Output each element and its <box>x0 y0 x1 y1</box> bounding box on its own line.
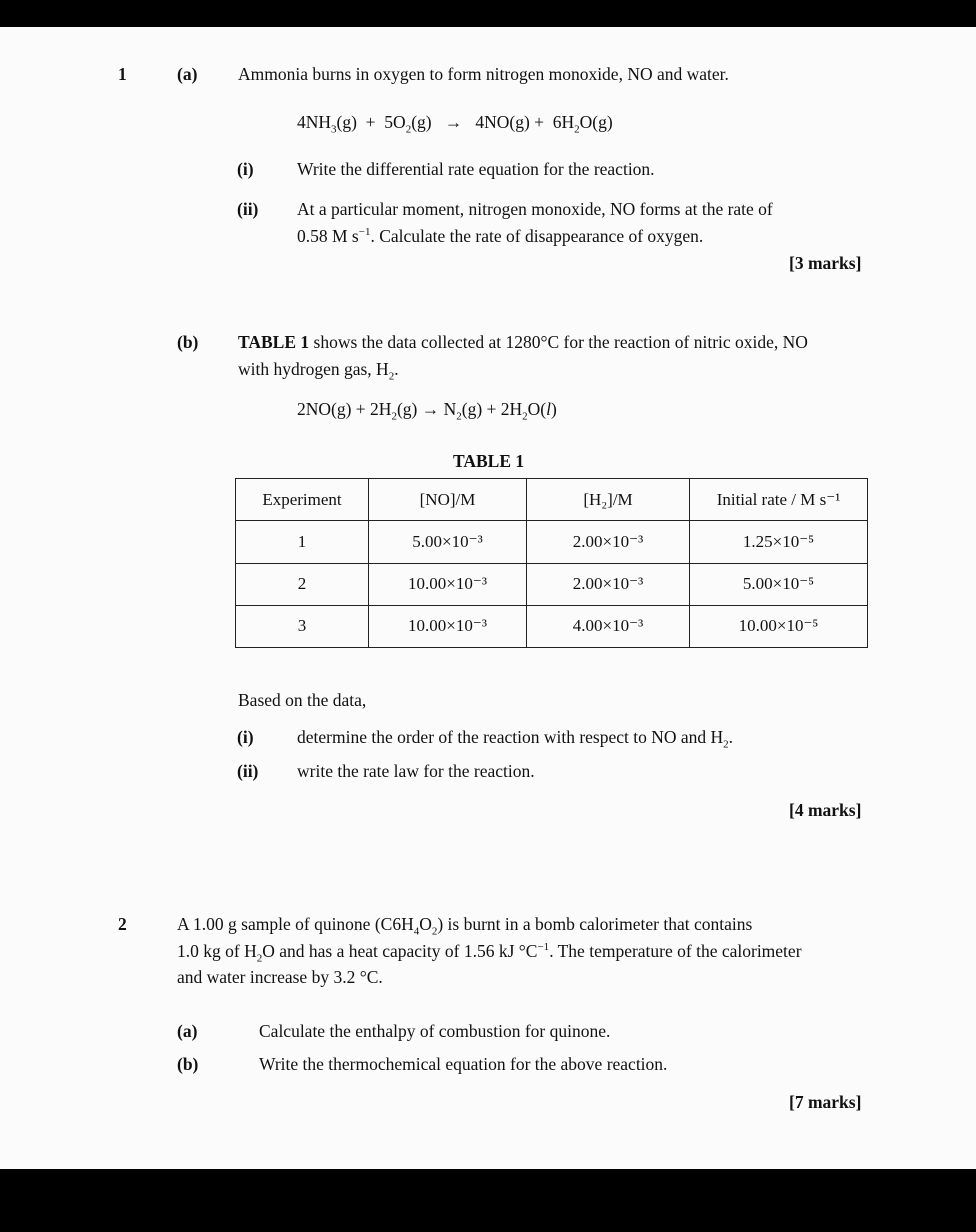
question-1b-intro-line2: with hydrogen gas, $H_2$. <box>238 359 399 383</box>
table-header-cell: Initial rate / M s⁻¹ <box>690 479 868 521</box>
question-2a-label: (a) <box>177 1021 198 1041</box>
table-cell: 5.00×10⁻³ <box>369 521 527 563</box>
rate-data-table <box>235 478 868 648</box>
table-cell: 2.00×10⁻³ <box>527 521 690 563</box>
question-1a-ii-label: (ii) <box>237 199 259 219</box>
question-1b-marks: [4 marks] <box>789 800 862 820</box>
question-1a-marks: [3 marks] <box>789 253 862 273</box>
table-header-cell: Experiment <box>236 479 369 521</box>
question-1a-ii-line2: 0.58 M $s^{-1}$. Calculate the rate of disappearance of oxygen. <box>297 226 704 246</box>
question-2a-text: Calculate the enthalpy of combustion for quinone. <box>259 1021 611 1041</box>
question-2-line1: A 1.00 g sample of quinone $(C6H_4O_2)$ is burnt in a bomb calorimeter that contains <box>177 914 753 938</box>
table-cell: 1 <box>236 521 369 563</box>
question-2-line2: 1.0 kg of $H_2O$ and has a heat capacity of 1.56 kJ $^\circ C^{-1}$. The temperature of the calorimeter <box>177 941 802 965</box>
question-1b-i-text: determine the order of the reaction with respect to NO and $H_2$. <box>297 727 734 751</box>
exam-page <box>0 27 976 1169</box>
question-2-number: 2 <box>118 914 127 934</box>
question-1a-intro: Ammonia burns in oxygen to form nitrogen monoxide, NO and water. <box>238 64 729 84</box>
question-1b-ii-label: (ii) <box>237 761 259 781</box>
table-cell: 4.00×10⁻³ <box>527 605 690 647</box>
table-cell: 3 <box>236 605 369 647</box>
table-cell: 10.00×10⁻³ <box>369 563 527 605</box>
ammonia-combustion-equation: $4NH_3(g) + 5O_2(g) \to 4NO(g) + 6H_2O(g)$ <box>297 112 613 136</box>
no-hydrogen-equation: $2NO(g) + 2H_2(g) \to N_2(g) + 2H_2O(l)$ <box>297 399 557 423</box>
question-1a-ii-line1: At a particular moment, nitrogen monoxide, NO forms at the rate of <box>297 199 773 219</box>
question-2-line2-middle: O and has a heat capacity of 1.56 kJ °C <box>262 941 538 961</box>
table-cell: 5.00×10⁻⁵ <box>690 563 868 605</box>
question-2-line3: and water increase by 3.2 °C. <box>177 967 383 987</box>
question-2-line1-start: A 1.00 g sample of quinone (C <box>177 914 393 934</box>
question-2-line2-end: . The temperature of the calorimeter <box>549 941 802 961</box>
question-1a-i-text: Write the differential rate equation for the reaction. <box>297 159 655 179</box>
question-1a-label: (a) <box>177 64 198 84</box>
table-cell: 2.00×10⁻³ <box>527 563 690 605</box>
table-header-cell: [NO]/M <box>369 479 527 521</box>
question-2b-text: Write the thermochemical equation for the above reaction. <box>259 1054 668 1074</box>
question-1a-ii-line2-rest: . Calculate the rate of disappearance of oxygen. <box>370 226 704 246</box>
question-2-line1-end: ) is burnt in a bomb calorimeter that contains <box>437 914 753 934</box>
question-1b-ii-text: write the rate law for the reaction. <box>297 761 535 781</box>
table-header-row <box>236 479 868 521</box>
question-2b-label: (b) <box>177 1054 199 1074</box>
question-1-number: 1 <box>118 64 127 84</box>
table-cell: 10.00×10⁻³ <box>369 605 527 647</box>
table-header-cell: [H₂]/M <box>527 479 690 521</box>
question-1a-i-label: (i) <box>237 159 254 179</box>
question-1b-intro-line2-text: with hydrogen gas, H <box>238 359 389 379</box>
table-row <box>236 563 868 605</box>
question-1b-i-label: (i) <box>237 727 254 747</box>
question-2-line2-start: 1.0 kg of H <box>177 941 257 961</box>
based-on-data-text: Based on the data, <box>238 690 367 710</box>
table-cell: 10.00×10⁻⁵ <box>690 605 868 647</box>
question-2-marks: [7 marks] <box>789 1092 862 1112</box>
question-1b-intro-rest: shows the data collected at 1280°C for the reaction of nitric oxide, NO <box>309 332 808 352</box>
question-1b-label: (b) <box>177 332 199 352</box>
table-cell: 2 <box>236 563 369 605</box>
question-1b-intro-line1 <box>238 331 808 353</box>
table-cell: 1.25×10⁻⁵ <box>690 521 868 563</box>
table-title: TABLE 1 <box>453 451 525 471</box>
question-1b-i-text-body: determine the order of the reaction with respect to NO and H <box>297 727 724 747</box>
table-reference: TABLE 1 <box>238 332 310 352</box>
table-row <box>236 521 868 563</box>
table-row <box>236 605 868 647</box>
